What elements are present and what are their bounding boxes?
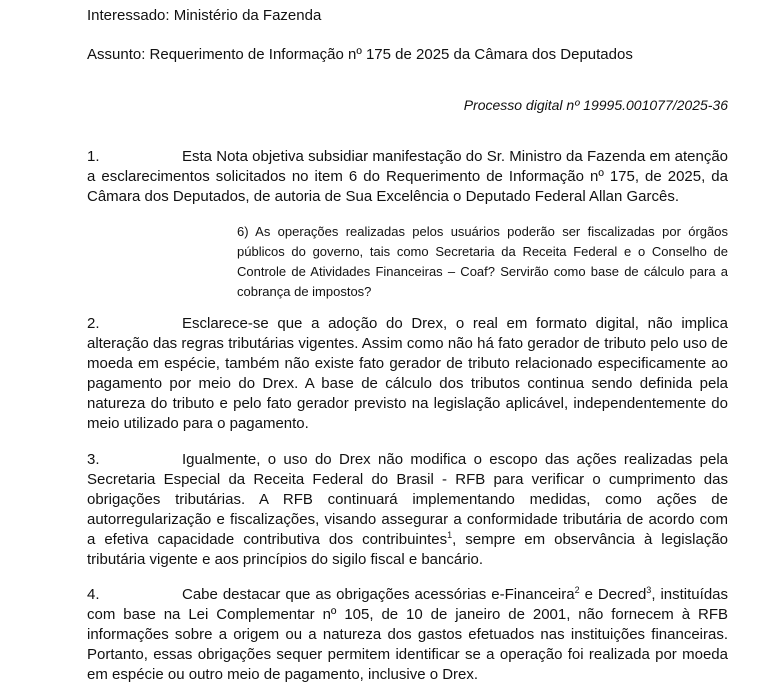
footnote-ref-2: 2 — [574, 585, 580, 595]
paragraph-text-cont: , sempre em observância à legislação tributária vigente e aos princípios do sigilo fiscal e bancário. — [87, 531, 729, 568]
processo-number: Processo digital nº 19995.001077/2025-36 — [463, 97, 728, 113]
paragraph-text: Esclarece-se que a adoção do Drex, o real em formato digital, não implica alteração das regras tributárias vigentes. Assim como não há fato gerador de tributo pelo uso de moeda em espécie, também não existe fato gerador de tributo relacionado especificamente ao pagamento por meio do Drex. A base de cálculo dos tributos continua sendo definida pela natureza do tributo e pelo fato gerador previsto na legislação aplicável, independentemente do meio utilizado para o pagamento. — [87, 315, 728, 432]
paragraph-1 — [87, 147, 728, 207]
paragraph-number: 3. — [87, 451, 100, 468]
footnote-ref-3: 3 — [646, 585, 652, 595]
interessado-line: Interessado: Ministério da Fazenda — [87, 7, 322, 24]
paragraph-number: 2. — [87, 315, 100, 332]
paragraph-4 — [87, 585, 728, 685]
paragraph-text-cont: e Decred — [579, 586, 647, 603]
paragraph-2 — [87, 314, 728, 434]
assunto-line: Assunto: Requerimento de Informação nº 175 de 2025 da Câmara dos Deputados — [87, 46, 633, 63]
paragraph-number: 1. — [87, 148, 100, 165]
paragraph-text: Cabe destacar que as obrigações acessórias e-Financeira — [182, 586, 575, 603]
paragraph-text: Igualmente, o uso do Drex não modifica o escopo das ações realizadas pela Secretaria Especial da Receita Federal do Brasil - RFB para verificar o cumprimento das obrigações tributárias. A RFB continuará implementando medidas, como ações de autorregularização e fiscalizações, visando assegurar a conformidade tributária de acordo com a efetiva capacidade contributiva dos contribuintes — [87, 451, 728, 548]
paragraph-number: 4. — [87, 586, 100, 603]
quoted-question: 6) As operações realizadas pelos usuários poderão ser fiscalizadas por órgãos públicos do governo, tais como Secretaria da Receita Federal e o Conselho de Controle de Atividades Financeiras – Coaf? Servirão como base de cálculo para a cobrança de impostos? — [237, 224, 728, 299]
footnote-ref-1: 1 — [447, 530, 453, 540]
paragraph-text: Esta Nota objetiva subsidiar manifestação do Sr. Ministro da Fazenda em atenção a esclarecimentos solicitados no item 6 do Requerimento de Informação nº 175, de 2025, da Câmara dos Deputados, de autoria de Sua Excelência o Deputado Federal Allan Garcês. — [87, 148, 728, 205]
paragraph-3 — [87, 450, 728, 570]
paragraph-text-cont: , instituídas com base na Lei Complementar nº 105, de 10 de janeiro de 2001, não fornecem à RFB informações sobre a origem ou a natureza dos gastos efetuados nas instituições financeiras. Portanto, essas obrigações sequer permitem identificar se a operação foi realizada por moeda em espécie ou outro meio de pagamento, inclusive o Drex. — [87, 586, 728, 683]
